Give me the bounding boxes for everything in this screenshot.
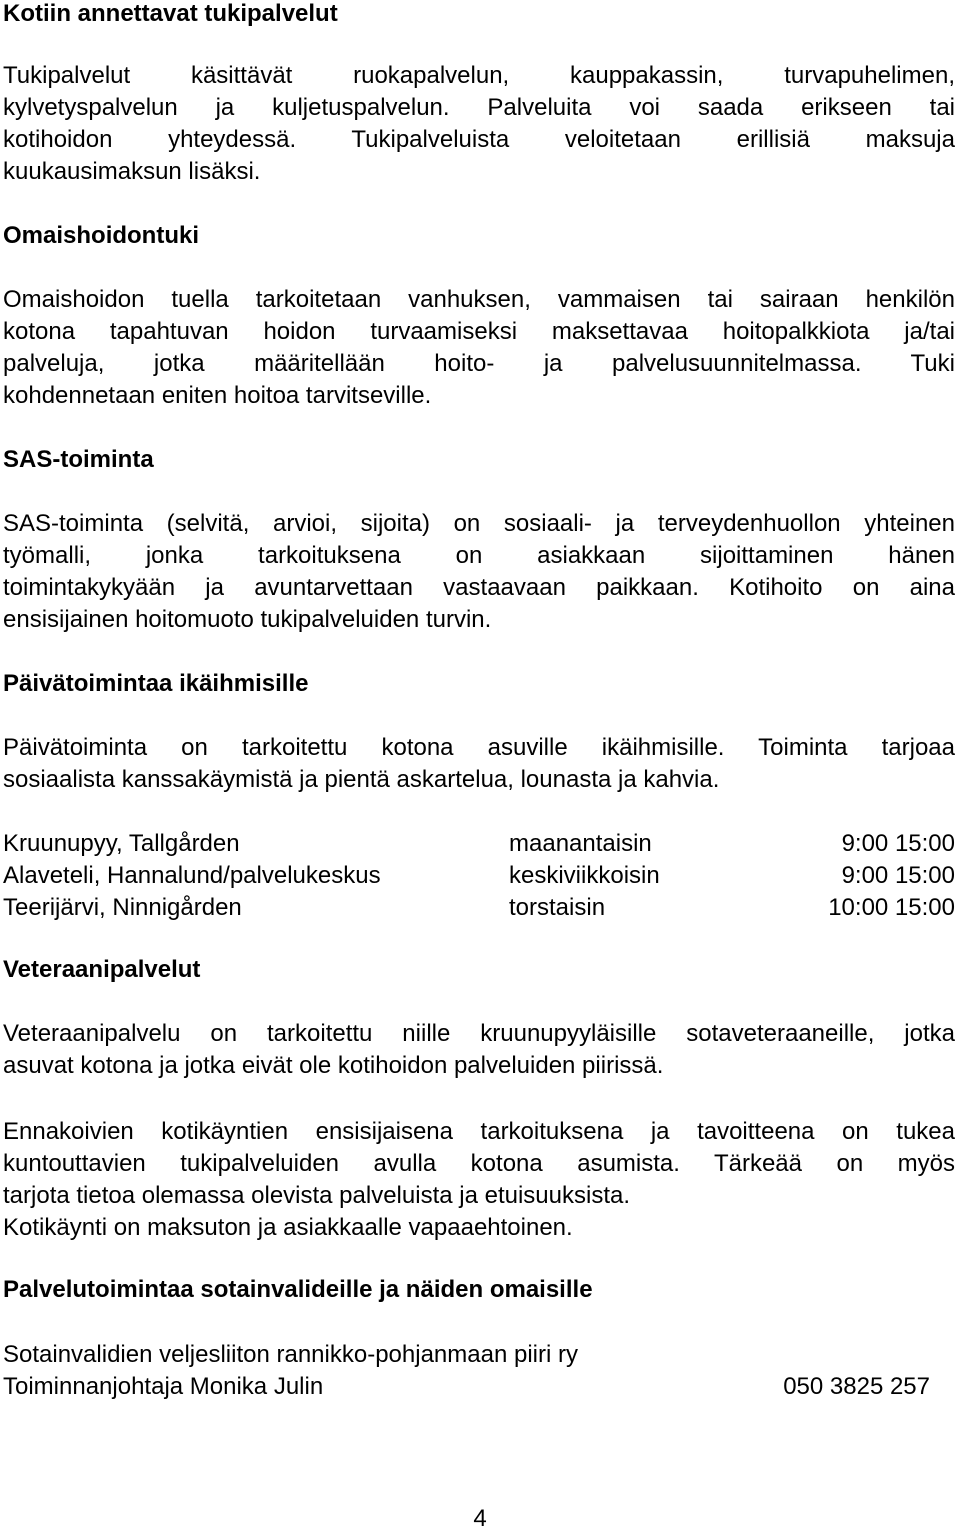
text-line: tarjota tietoa olemassa olevista palveluista ja etuisuuksista. xyxy=(3,1182,630,1209)
schedule-row xyxy=(3,828,955,860)
schedule-row xyxy=(3,892,955,924)
paragraph-paivatoiminta xyxy=(3,732,955,796)
text-line: Ennakoivien kotikäyntien ensisijaisena tarkoituksena ja tavoitteena on tukea xyxy=(3,1118,955,1145)
text-line: kotihoidon yhteydessä. Tukipalveluista veloitetaan erillisiä maksuja xyxy=(3,126,955,153)
heading-tukipalvelut: Kotiin annettavat tukipalvelut xyxy=(3,0,338,27)
text-line: palveluja, jotka määritellään hoito- ja palvelusuunnitelmassa. Tuki xyxy=(3,350,955,377)
schedule-row xyxy=(3,860,955,892)
schedule-day: keskiviikkoisin xyxy=(509,862,660,889)
contact-name: Toiminnanjohtaja Monika Julin xyxy=(3,1373,324,1400)
schedule-place: Kruunupyy, Tallgården xyxy=(3,830,240,857)
text-line: toimintakykyään ja avuntarvettaan vastaavaan paikkaan. Kotihoito on aina xyxy=(3,574,955,601)
paragraph-veteraanipalvelut-2 xyxy=(3,1116,955,1244)
heading-sotainvalidit: Palvelutoimintaa sotainvalideille ja näiden omaisille xyxy=(3,1276,593,1303)
text-line: SAS-toiminta (selvitä, arvioi, sijoita) on sosiaali- ja terveydenhuollon yhteinen xyxy=(3,510,955,537)
text-line: Kotikäynti on maksuton ja asiakkaalle vapaaehtoinen. xyxy=(3,1214,573,1241)
text-line: ensisijainen hoitomuoto tukipalveluiden turvin. xyxy=(3,606,492,633)
text-line: Omaishoidon tuella tarkoitetaan vanhuksen, vammaisen tai sairaan henkilön xyxy=(3,286,955,313)
contact-phone: 050 3825 257 xyxy=(783,1373,930,1400)
schedule-time: 10:00 15:00 xyxy=(828,894,955,921)
schedule-day: maanantaisin xyxy=(509,830,652,857)
text-line: sosiaalista kanssakäymistä ja pientä askartelua, lounasta ja kahvia. xyxy=(3,766,720,793)
text-line: kohdennetaan eniten hoitoa tarvitseville. xyxy=(3,382,432,409)
heading-paivatoiminta: Päivätoimintaa ikäihmisille xyxy=(3,670,309,697)
schedule-time: 9:00 15:00 xyxy=(841,830,955,857)
paragraph-tukipalvelut xyxy=(3,60,955,188)
paragraph-omaishoidontuki xyxy=(3,284,955,412)
schedule-place: Teerijärvi, Ninnigården xyxy=(3,894,242,921)
text-line: asuvat kotona ja jotka eivät ole kotihoidon palveluiden piirissä. xyxy=(3,1052,664,1079)
text-line: työmalli, jonka tarkoituksena on asiakkaan sijoittaminen hänen xyxy=(3,542,955,569)
paragraph-sas-toiminta xyxy=(3,508,955,636)
contact-row xyxy=(3,1371,955,1403)
heading-sas-toiminta: SAS-toiminta xyxy=(3,446,154,473)
heading-omaishoidontuki: Omaishoidontuki xyxy=(3,222,200,249)
text-line: Veteraanipalvelu on tarkoitettu niille kruunupyyläisille sotaveteraaneille, jotka xyxy=(3,1020,955,1047)
schedule-day: torstaisin xyxy=(509,894,606,921)
paragraph-veteraanipalvelut-1 xyxy=(3,1018,955,1082)
text-line: Tukipalvelut käsittävät ruokapalvelun, kauppakassin, turvapuhelimen, xyxy=(3,62,955,89)
schedule-time: 9:00 15:00 xyxy=(841,862,955,889)
org-name: Sotainvalidien veljesliiton rannikko-pohjanmaan piiri ry xyxy=(3,1341,578,1368)
text-line: kylvetyspalvelun ja kuljetuspalvelun. Palveluita voi saada erikseen tai xyxy=(3,94,955,121)
text-line: kuukausimaksun lisäksi. xyxy=(3,158,261,185)
schedule-place: Alaveteli, Hannalund/palvelukeskus xyxy=(3,862,381,889)
page-number: 4 xyxy=(473,1505,487,1532)
heading-veteraanipalvelut: Veteraanipalvelut xyxy=(3,956,201,983)
text-line: kuntouttavien tukipalveluiden avulla kotona asumista. Tärkeää on myös xyxy=(3,1150,955,1177)
text-line: kotona tapahtuvan hoidon turvaamiseksi maksettavaa hoitopalkkiota ja/tai xyxy=(3,318,955,345)
paragraph-sotainvalidit-org xyxy=(3,1339,955,1371)
text-line: Päivätoiminta on tarkoitettu kotona asuville ikäihmisille. Toiminta tarjoaa xyxy=(3,734,955,761)
